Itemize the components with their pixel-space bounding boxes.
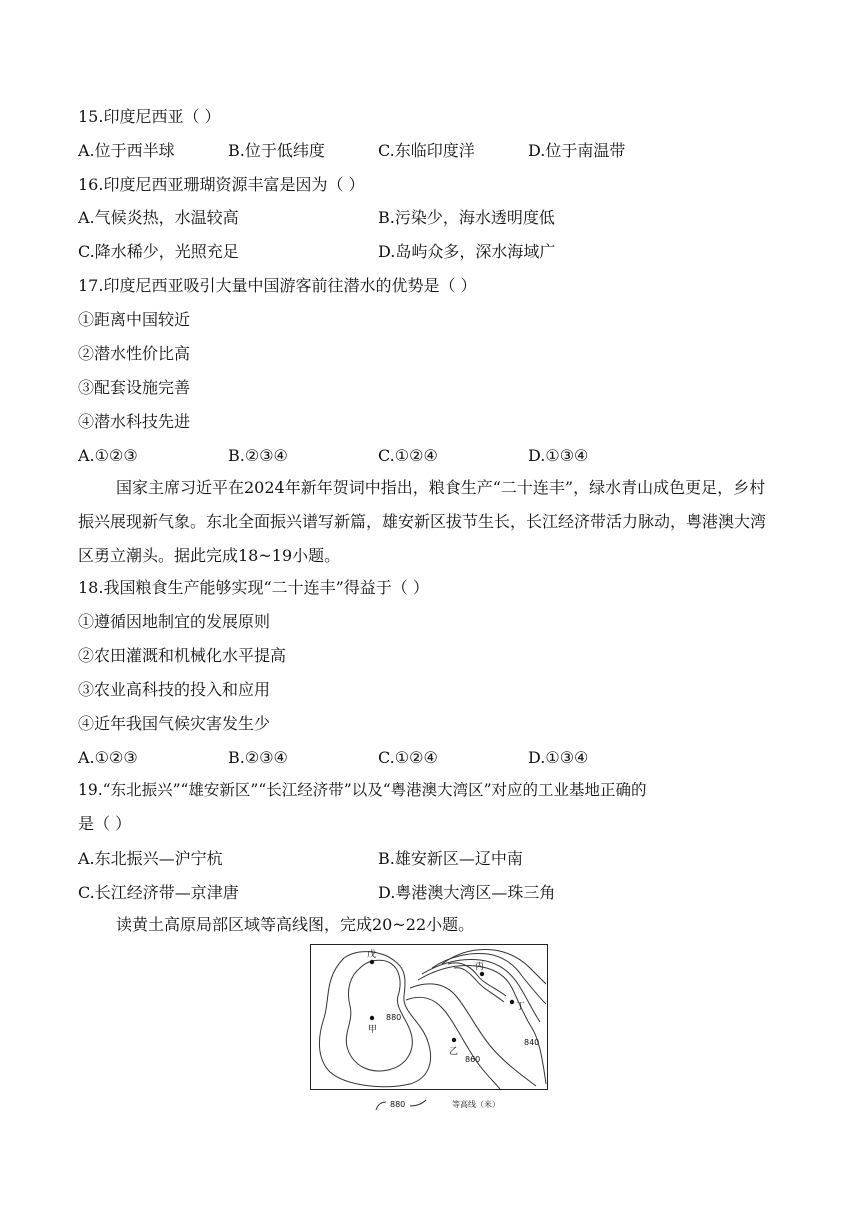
point-bing-label: 丙 bbox=[475, 962, 485, 972]
q17-stem: 17.印度尼西亚吸引大量中国游客前往潜水的优势是（ ） bbox=[78, 276, 477, 295]
legend-sample-value: 880 bbox=[390, 1100, 406, 1109]
q15-option-a: A.位于西半球 bbox=[78, 141, 175, 160]
q16-option-c: C.降水稀少，光照充足 bbox=[78, 242, 239, 261]
q18-stem: 18.我国粮食生产能够实现“二十连丰”得益于（ ） bbox=[78, 578, 429, 597]
q16-option-d: D.岛屿众多，深水海域广 bbox=[378, 242, 556, 261]
q18-item-2: ②农田灌溉和机械化水平提高 bbox=[78, 646, 287, 665]
q17-item-3: ③配套设施完善 bbox=[78, 378, 191, 397]
q17-option-d: D.①③④ bbox=[528, 446, 589, 465]
q19-stem-line2: 是（ ） bbox=[78, 814, 132, 833]
q17-item-1: ①距离中国较近 bbox=[78, 310, 191, 329]
legend-contour-right bbox=[410, 1100, 426, 1106]
q16-stem: 16.印度尼西亚珊瑚资源丰富是因为（ ） bbox=[78, 175, 365, 194]
q18-option-a: A.①②③ bbox=[78, 748, 138, 767]
contour-label-860: 860 bbox=[465, 1055, 481, 1064]
q15-option-c: C.东临印度洋 bbox=[378, 141, 475, 160]
q19-option-d: D.粤港澳大湾区—珠三角 bbox=[378, 883, 556, 902]
point-wu-label: 戊 bbox=[367, 950, 377, 960]
point-ding-label: 丁 bbox=[516, 1002, 526, 1012]
passage-20-22: 读黄土高原局部区域等高线图，完成20~22小题。 bbox=[116, 915, 475, 934]
legend-label: 等高线（米） bbox=[452, 1100, 500, 1109]
point-wu-marker bbox=[370, 960, 374, 964]
point-jia-label: 甲 bbox=[368, 1025, 378, 1035]
q17-option-b: B.②③④ bbox=[228, 446, 288, 465]
q15-option-d: D.位于南温带 bbox=[528, 141, 626, 160]
q15-stem: 15.印度尼西亚（ ） bbox=[78, 107, 221, 126]
point-bing-marker bbox=[480, 972, 484, 976]
q17-option-a: A.①②③ bbox=[78, 446, 138, 465]
q18-item-3: ③农业高科技的投入和应用 bbox=[78, 680, 271, 699]
passage-18-19 bbox=[78, 471, 778, 573]
point-yi-marker bbox=[452, 1038, 456, 1042]
contour-map bbox=[310, 944, 548, 1090]
q17-item-2: ②潜水性价比高 bbox=[78, 344, 191, 363]
q18-item-4: ④近年我国气候灾害发生少 bbox=[78, 714, 271, 733]
q17-item-4: ④潜水科技先进 bbox=[78, 412, 191, 431]
q19-option-c: C.长江经济带—京津唐 bbox=[78, 883, 239, 902]
legend-contour-left bbox=[376, 1102, 386, 1110]
q18-item-1: ①遵循因地制宜的发展原则 bbox=[78, 612, 271, 631]
q19-option-b: B.雄安新区—辽中南 bbox=[378, 849, 523, 868]
contour-label-840: 840 bbox=[524, 1038, 540, 1047]
passage-18-19-text: 国家主席习近平在2024年新年贺词中指出，粮食生产“二十连丰”，绿水青山成色更足，乡村振兴展现新气象。东北全面振兴谱写新篇，雄安新区拔节生长，长江经济带活力脉动，粤港澳大湾区勇立潮头。据此完成18~19小题。 bbox=[78, 478, 767, 565]
contour-label-880: 880 bbox=[386, 1013, 402, 1022]
q19-option-a: A.东北振兴—沪宁杭 bbox=[78, 849, 223, 868]
point-ding-marker bbox=[510, 1000, 514, 1004]
q16-option-b: B.污染少，海水透明度低 bbox=[378, 208, 555, 227]
map-legend bbox=[370, 1096, 550, 1114]
point-yi-label: 乙 bbox=[449, 1047, 459, 1057]
q16-option-a: A.气候炎热，水温较高 bbox=[78, 208, 239, 227]
q18-option-d: D.①③④ bbox=[528, 748, 589, 767]
q18-option-c: C.①②④ bbox=[378, 748, 438, 767]
q15-option-b: B.位于低纬度 bbox=[228, 141, 325, 160]
point-jia-marker bbox=[370, 1016, 374, 1020]
q18-option-b: B.②③④ bbox=[228, 748, 288, 767]
q19-stem-line1: 19.“东北振兴”“雄安新区”“长江经济带”以及“粤港澳大湾区”对应的工业基地正确的 bbox=[78, 781, 647, 799]
q17-option-c: C.①②④ bbox=[378, 446, 438, 465]
